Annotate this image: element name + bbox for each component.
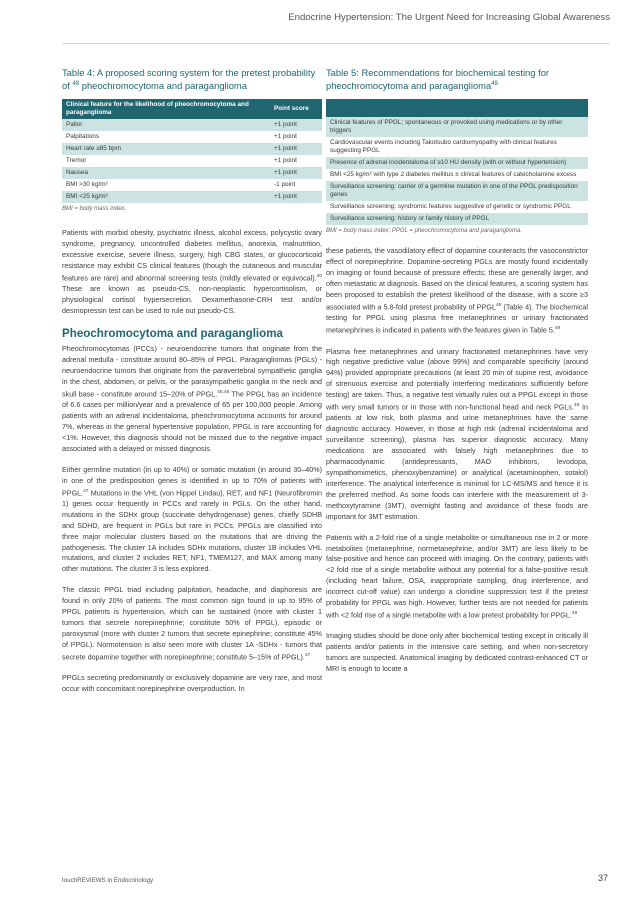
section-heading: Pheochromocytoma and paraganglioma bbox=[62, 327, 283, 341]
running-header: Endocrine Hypertension: The Urgent Need for Increasing Global Awareness bbox=[288, 12, 610, 23]
paragraph: Either germline mutation (in up to 40%) or somatic mutation (in around 30–40%) in one of the predisposition genes is identified in up to 70% of patients with PPGL.$^{47}$ Mutations in the VHL (von Hippel Lindau), RET, and NF1 (Neurofibromin 1) genes occur frequently in PCCs and rarely in PGLs. On the other hand, mutations in the SDHx group (succinate dehydrogenase) genes, chiefly SDHB and SDHD, are frequent in PGLs but rare in PCCs. PPGLs are classified into three major molecular clusters based on the mutations that are driving the pathogenesis. The cluster 1A includes SDHx mutations, cluster 1B includes VHL mutations, and cluster 2 includes RET, NF1, TMEM127, and MAX among many other mutations. The cluster 3 is less explored. bbox=[62, 464, 322, 574]
table4-footnote: BMI = body mass index. bbox=[62, 206, 127, 213]
paragraph: The classic PPGL triad including palpitation, headache, and diaphoresis are found in only 20% of patients. The most common sign found in up to 95% of PPGL patients is hypertension, which can be sustained (more with cluster 1 tumors that secrete norepinephrine; constitute 50% of PPGL), episodic or paroxysmal (more with cluster 2 tumors that secrete epinephrine; constitute 45% of PPGL). Normotension is also seen more with cluster 1A -SDHx - tumors that secrete dopamine together with norepinephrine; constitute 5–15% of PPGL).$^{47}$ bbox=[62, 585, 322, 662]
paragraph: these patients, the vasodilatory effect of dopamine counteracts the vasoconstrictor effect of norepinephrine. Dopamine-secreting PGLs are mostly found incidentally on imaging or found because of pressure effects; these are generally larger, and often metastatic at diagnosis. Based on the clinical features, a scoring system has been proposed to establish the pretest likelihood of the disease, with a score ≥3 associated with a 5.8-fold pretest probability of PPGL$^{48}$ (Table 4). The biochemical testing for PPGL using plasma free metanephrines or urinary fractionated metanephrines is indicated in patients with the features given in Table 5.49 bbox=[326, 246, 588, 335]
journal-footer: touchREVIEWS in Endocrinology bbox=[62, 877, 154, 884]
table4-header-score: Point score bbox=[270, 99, 322, 119]
table-row: Surveillance screening: syndromic features suggestive of genetic or syndromic PPGL bbox=[326, 201, 588, 213]
table-row: BMI <25 kg/m² +1 point bbox=[62, 191, 322, 203]
table-row: Cardiovascular events including Takotsubo cardiomyopathy with clinical features suggesting PPGL bbox=[326, 137, 588, 157]
right-column bbox=[326, 67, 588, 685]
paragraph: Patients with a 2-fold rise of a single metabolite or simultaneous rise in 2 or more metabolites (metanephrine, normetanephrine, and/or 3MT) are less likely to be false-positive and hence can proceed with imaging. On the contrary, patients with <2 fold rise of a single metabolite without any potential for a false-positive result (including heart failure, OSA, inappropriate sampling, drug interference, and incorrect cut-off value) can undergo a clonidine suppression test if the pretest probability for PPGL was high. However, further tests are not needed for patients with <2 fold rise of a single metabolite with a low pretest probability for PPGL.$^{49}$ bbox=[326, 532, 588, 620]
table-row: Surveillance screening: history or family history of PPGL bbox=[326, 213, 588, 225]
table-row: Surveillance screening: carrier of a germline mutation in one of the PPGL predisposition genes bbox=[326, 181, 588, 201]
paragraph: PPGLs secreting predominantly or exclusively dopamine are very rare, and most occur with concomitant norepinephrine overproduction. In bbox=[62, 673, 322, 694]
table5-footnote: BMI = body mass index; PPGL = pheochromocytoma and paraganglioma. bbox=[326, 228, 522, 235]
page-number: 37 bbox=[598, 873, 609, 883]
table4-header-feature: Clinical feature for the likelihood of pheochromocytoma and paraganglioma bbox=[62, 99, 270, 119]
table-row: Clinical features of PPGL; spontaneous or provoked using medications or by other triggers bbox=[326, 117, 588, 137]
table5-header bbox=[326, 99, 588, 117]
table-row: Nausea +1 point bbox=[62, 167, 322, 179]
left-column bbox=[62, 67, 322, 705]
table-row: BMI <25 kg/m² with type 2 diabetes mellitus ± clinical features of catecholamine excess bbox=[326, 169, 588, 181]
table5-title: Table 5: Recommendations for biochemical testing for pheochromocytoma and paraganglioma$^{49}$ bbox=[326, 67, 550, 91]
paragraph: Pheochromocytomas (PCCs) - neuroendocrine tumors that originate from the adrenal medulla - constitute around 80–85% of PPGL. Paragangliomas (PGLs) - neuroendocrine tumors that originate from the paravertebral sympathetic ganglia in the chest, abdomen, or pelvis, or the parasympathetic ganglia in the neck and skull base - constitute around 15–20% of PPGL.$^{45,46}$ The PPGL has an incidence of 6.6 cases per million/year and a prevalence of 65 per 100,000 people. Among patients with an adrenal incidentaloma, pheochromocytoma accounts for around 7%, whereas in the general hypertensive population, PPGL is rare accounting for <1%. However, this diagnosis should not be missed due to the negative impact associated with a delayed or missed diagnosis. bbox=[62, 344, 322, 453]
table-row: Palpitations +1 point bbox=[62, 131, 322, 143]
paragraph: Patients with morbid obesity, psychiatric illness, alcohol excess, polycystic ovary syndrome, pregnancy, uncontrolled diabetes mellitus, anorexia, malnutrition, excessive exercise, severe illness, surgery, high CBG states, or glucocorticoid resistance may exhibit CS clinical features (though the cutaneous and muscular features are rare) and abnormal screening tests (mildly elevated or equivocal).$^{40}$ These are known as pseudo-CS, non-neoplastic hypercortisolism, or physiological cortisol hypersecretion. Dexamethasone-CRH test and/or desmopressin test can be used to rule out pseudo-CS. bbox=[62, 228, 322, 316]
table-row: Presence of adrenal incidentaloma of ≥10 HU density (with or without hypertension) bbox=[326, 157, 588, 169]
header-divider bbox=[62, 43, 610, 44]
table-row: Pallor +1 point bbox=[62, 119, 322, 131]
paragraph: Plasma free metanephrines and urinary fractionated metanephrines have very high negative predictive value (above 99%) and comparable specificity (around 94%) provided appropriate precautions (at least 20 min of supine rest, avoidance of strenuous exercise and potentially interfering medications sufficiently before testing) are taken. Thus, a negative test virtually rules out a PPGL except in those with very small tumors or in those with non-functional head and neck PGLs.$^{49}$ In patients at low risk, both plasma and urine metanephrines have the same diagnostic accuracy. However, in those at high risk (adrenal incidentaloma and surveillance screening), plasma has superior diagnostic accuracy. Many medications are associated with falsely high metanephrines due to pharmacodynamic (antidepressants, MAO inhibitors, levodopa, sympathomimetics, phenoxybenzamine) or analytical (acetaminophen, sotalol) interference. The analytical interference is minimal for LC-MS/MS and hence it is the preferred method. As some foods can interfere with the measurement of 3-methoxytyramine (3MT), overnight fasting and avoidance of these foods are important for 3MT estimation. bbox=[326, 346, 588, 521]
table5 bbox=[326, 99, 588, 225]
table4-title: Table 4: A proposed scoring system for the pretest probability of $^{48}$ pheochromocytoma and paraganglioma bbox=[62, 67, 316, 91]
paragraph: Imaging studies should be done only after biochemical testing except in critically ill patients and/or patients in the intensive care setting, and when non-secretory tumors are suspected. Anatomical imaging by dedicated contrast-enhanced CT or MRI is enough to locate a bbox=[326, 631, 588, 674]
table-row: Heart rate ≥85 bpm +1 point bbox=[62, 143, 322, 155]
table-row: BMI >30 kg/m² -1 point bbox=[62, 179, 322, 191]
table-row: Tremor +1 point bbox=[62, 155, 322, 167]
table4 bbox=[62, 99, 322, 203]
